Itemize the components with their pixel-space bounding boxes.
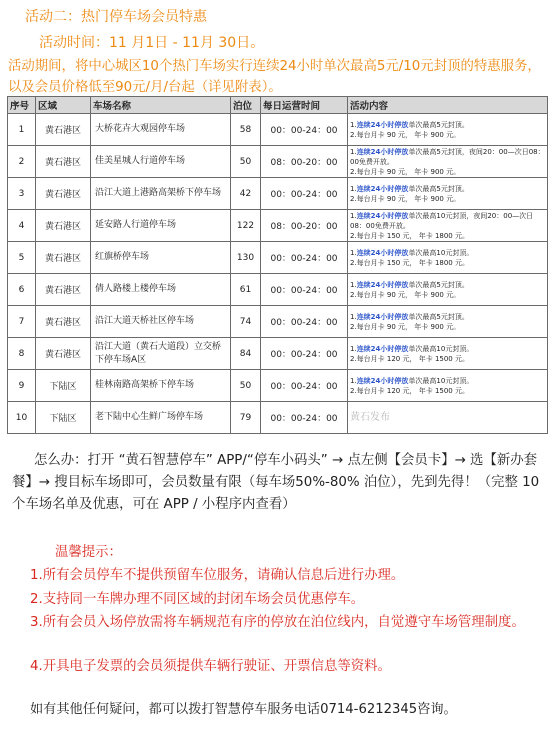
cell-no: 10 <box>8 402 36 434</box>
activity-time: 活动时间：11 月1日 - 11月 30日。 <box>39 35 265 51</box>
cell-activity <box>348 338 548 370</box>
activity-highlight: 连续24小时停放 <box>356 280 409 289</box>
cell-spots: 50 <box>231 146 261 178</box>
cell-activity <box>348 178 548 210</box>
cell-hours: 00：00-24：00 <box>261 402 348 434</box>
cell-spots: 79 <box>231 402 261 434</box>
table-body <box>8 114 548 434</box>
activity-line-1 <box>350 280 545 290</box>
activity-line-1 <box>350 120 545 130</box>
activity-prefix: 1. <box>350 211 357 220</box>
activity-highlight: 连续24小时停放 <box>356 248 409 257</box>
activity-line-2: 2.每台月卡 90 元， 年卡 900 元。 <box>350 290 461 299</box>
activity-line-2: 2.每台月卡 120 元， 年卡 1500 元。 <box>350 386 469 395</box>
table-row <box>8 242 548 274</box>
activity-title: 活动二：热门停车场会员特惠 <box>25 9 207 25</box>
activity-line-2: 2.每台月卡 90 元， 年卡 900 元。 <box>350 167 461 176</box>
cell-area: 下陆区 <box>36 370 91 402</box>
cell-name: 佳美星城人行道停车场 <box>91 146 231 178</box>
cell-activity <box>348 242 548 274</box>
activity-line-1 <box>350 147 545 167</box>
cell-spots: 58 <box>231 114 261 146</box>
activity-line-1 <box>350 376 545 386</box>
cell-area: 黄石港区 <box>36 146 91 178</box>
tip-item-3: 3.所有会员入场停放需将车辆规范有序的停放在泊位线内，自觉遵守车场管理制度。 <box>30 615 525 630</box>
activity-prefix: 1. <box>350 147 357 156</box>
cell-spots: 42 <box>231 178 261 210</box>
cell-name: 沿江大道上港路高架桥下停车场 <box>91 178 231 210</box>
cell-area: 黄石港区 <box>36 242 91 274</box>
cell-no: 4 <box>8 210 36 242</box>
cell-name: 桂林南路高架桥下停车场 <box>91 370 231 402</box>
cell-spots: 50 <box>231 370 261 402</box>
cell-area: 黄石港区 <box>36 306 91 338</box>
activity-prefix: 1. <box>350 376 357 385</box>
table-row <box>8 274 548 306</box>
activity-line-1 <box>350 312 545 322</box>
how-to-text: 怎么办：打开 “黄石智慧停车” APP/“停车小码头” → 点左侧【会员卡】→ 选【新办套餐】→ 搜目标车场即可，会员数量有限（每车场50%-80% 泊位），先到先得！（完整 10 个车场名单及优惠，可在 APP / 小程序内查看） <box>12 453 540 512</box>
cell-area: 黄石港区 <box>36 338 91 370</box>
activity-highlight: 连续24小时停放 <box>356 344 409 353</box>
cell-spots: 122 <box>231 210 261 242</box>
activity-detail: 单次最高5元封顶。 <box>408 280 469 289</box>
activity-line-2: 2.每台月卡 90 元， 年卡 900 元。 <box>350 194 461 203</box>
activity-detail: 单次最高5元封顶，夜间20：00—次日08：00免费开放。 <box>350 147 545 166</box>
cell-hours: 08：00-20：00 <box>261 146 348 178</box>
activity-prefix: 1. <box>350 184 357 193</box>
activity-line-2: 2.每台月卡 150 元， 年卡 1800 元。 <box>350 231 469 240</box>
table-row <box>8 146 548 178</box>
cell-spots: 74 <box>231 306 261 338</box>
header-hours: 每日运营时间 <box>261 97 348 114</box>
cell-activity <box>348 402 548 434</box>
cell-name: 沿江大道（黄石大道段）立交桥下停车场A区 <box>91 338 231 370</box>
header-no: 序号 <box>8 97 36 114</box>
activity-detail: 单次最高10元封顶，夜间20：00—次日08：00免费开放。 <box>350 211 534 230</box>
activity-line-1 <box>350 344 545 354</box>
activity-detail: 单次最高5元封顶。 <box>408 312 469 321</box>
parking-lot-table <box>7 96 548 434</box>
cell-no: 7 <box>8 306 36 338</box>
cell-name: 沿江大道天桥社区停车场 <box>91 306 231 338</box>
activity-line-2: 2.每台月卡 120 元， 年卡 1500 元。 <box>350 354 469 363</box>
cell-hours: 00：00-24：00 <box>261 242 348 274</box>
cell-activity <box>348 114 548 146</box>
table-row <box>8 370 548 402</box>
cell-area: 黄石港区 <box>36 274 91 306</box>
tip-item-1: 1.所有会员停车不提供预留车位服务，请确认信息后进行办理。 <box>30 568 405 583</box>
tip-item-2: 2.支持同一车牌办理不同区域的封闭车场会员优惠停车。 <box>30 592 365 607</box>
cell-no: 6 <box>8 274 36 306</box>
tip-item-4: 4.开具电子发票的会员须提供车辆行驶证、开票信息等资料。 <box>30 659 391 674</box>
cell-activity <box>348 370 548 402</box>
activity-prefix: 1. <box>350 344 357 353</box>
header-activity: 活动内容 <box>348 97 548 114</box>
watermark-text: 黄石发布 <box>350 411 390 423</box>
cell-hours: 08：00-20：00 <box>261 210 348 242</box>
header-spots: 泊位 <box>231 97 261 114</box>
cell-spots: 61 <box>231 274 261 306</box>
table-row <box>8 306 548 338</box>
activity-line-1 <box>350 248 545 258</box>
activity-line-2: 2.每台月卡 90 元， 年卡 900 元。 <box>350 322 461 331</box>
activity-line-2: 2.每台月卡 90 元， 年卡 900 元。 <box>350 130 461 139</box>
cell-hours: 00：00-24：00 <box>261 274 348 306</box>
cell-name: 老下陆中心生鲜广场停车场 <box>91 402 231 434</box>
cell-no: 9 <box>8 370 36 402</box>
cell-spots: 130 <box>231 242 261 274</box>
activity-highlight: 连续24小时停放 <box>356 184 409 193</box>
activity-line-1 <box>350 184 545 194</box>
cell-hours: 00：00-24：00 <box>261 178 348 210</box>
activity-detail: 单次最高5元封顶。 <box>408 184 469 193</box>
cell-area: 黄石港区 <box>36 114 91 146</box>
activity-highlight: 连续24小时停放 <box>356 312 409 321</box>
tips-title: 温馨提示： <box>55 545 122 560</box>
cell-no: 3 <box>8 178 36 210</box>
cell-activity <box>348 274 548 306</box>
activity-line-2: 2.每台月卡 150 元， 年卡 1800 元。 <box>350 258 469 267</box>
cell-hours: 00：00-24：00 <box>261 114 348 146</box>
activity-highlight: 连续24小时停放 <box>356 147 409 156</box>
cell-no: 8 <box>8 338 36 370</box>
cell-area: 黄石港区 <box>36 178 91 210</box>
cell-hours: 00：00-24：00 <box>261 338 348 370</box>
activity-description: 活动期间，将中心城区10个热门车场实行连续24小时单次最高5元/10元封顶的特惠服务，以及会员价格低至90元/月/台起（详见附表）。 <box>8 59 541 95</box>
activity-detail: 单次最高10元封顶。 <box>408 248 474 257</box>
activity-highlight: 连续24小时停放 <box>356 120 409 129</box>
activity-prefix: 1. <box>350 280 357 289</box>
header-area: 区域 <box>36 97 91 114</box>
cell-name: 大桥花卉大观园停车场 <box>91 114 231 146</box>
table-row <box>8 338 548 370</box>
table-header-row <box>8 97 548 114</box>
activity-line-1 <box>350 211 545 231</box>
activity-detail: 单次最高5元封顶。 <box>408 120 469 129</box>
cell-hours: 00：00-24：00 <box>261 306 348 338</box>
cell-area: 下陆区 <box>36 402 91 434</box>
cell-activity <box>348 210 548 242</box>
table-row <box>8 114 548 146</box>
cell-no: 1 <box>8 114 36 146</box>
cell-no: 2 <box>8 146 36 178</box>
activity-highlight: 连续24小时停放 <box>356 211 409 220</box>
table-row <box>8 178 548 210</box>
cell-area: 黄石港区 <box>36 210 91 242</box>
activity-prefix: 1. <box>350 120 357 129</box>
cell-no: 5 <box>8 242 36 274</box>
activity-detail: 单次最高10元封顶。 <box>408 376 474 385</box>
header-name: 车场名称 <box>91 97 231 114</box>
cell-activity <box>348 306 548 338</box>
table-row <box>8 402 548 434</box>
cell-spots: 84 <box>231 338 261 370</box>
contact-line: 如有其他任何疑问，都可以拨打智慧停车服务电话0714-6212345咨询。 <box>30 702 457 717</box>
activity-detail: 单次最高10元封顶。 <box>408 344 474 353</box>
table-row <box>8 210 548 242</box>
cell-activity <box>348 146 548 178</box>
cell-name: 红旗桥停车场 <box>91 242 231 274</box>
cell-name: 倩人路楼上楼停车场 <box>91 274 231 306</box>
activity-highlight: 连续24小时停放 <box>356 376 409 385</box>
activity-prefix: 1. <box>350 312 357 321</box>
activity-prefix: 1. <box>350 248 357 257</box>
cell-hours: 00：00-24：00 <box>261 370 348 402</box>
cell-name: 延安路人行道停车场 <box>91 210 231 242</box>
